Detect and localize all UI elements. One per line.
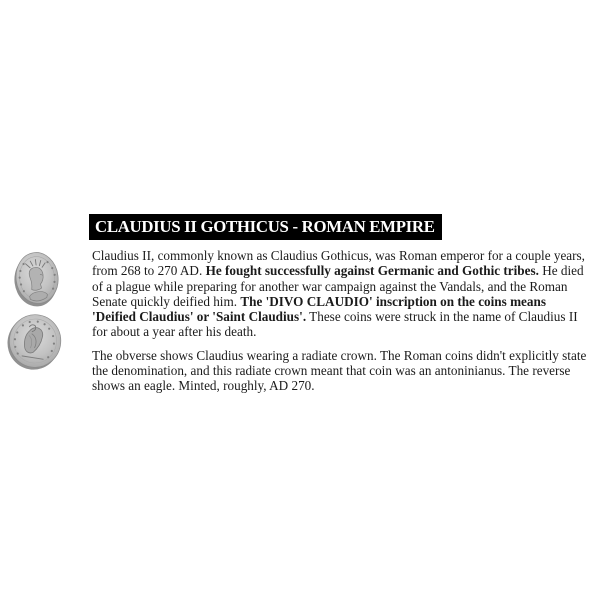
paragraph (92, 348, 589, 394)
coin-reverse-eagle-icon (6, 312, 64, 372)
page-title: CLAUDIUS II GOTHICUS - ROMAN EMPIRE (95, 216, 435, 236)
article-body (92, 248, 589, 394)
bold-text-run: He fought successfully against Germanic and Gothic tribes. (205, 263, 539, 279)
bold-text-run: The 'DIVO CLAUDIO' inscription on the coins means 'Deified Claudius' or 'Saint Claudius'. (92, 293, 546, 325)
text-run: These coins were struck in the name of Claudius II for about a year after his death. (92, 309, 578, 340)
coin-obverse-radiate-head-icon (13, 249, 61, 309)
paragraph (92, 248, 589, 340)
text-run: The obverse shows Claudius wearing a radiate crown. The Roman coins didn't explicitly state the denomination, and this radiate crown meant that coin was an antoninianus. The reverse shows an eagle. Minted, roughly, AD 270. (92, 347, 587, 394)
text-run: He died of a plague while preparing for another war campaign against the Vandals, and the Roman Senate quickly deified him. (92, 263, 584, 309)
page-title-bar (89, 214, 442, 240)
text-run: Claudius II, commonly known as Claudius Gothicus, was Roman emperor for a couple years, from 268 to 270 AD. (92, 248, 585, 279)
